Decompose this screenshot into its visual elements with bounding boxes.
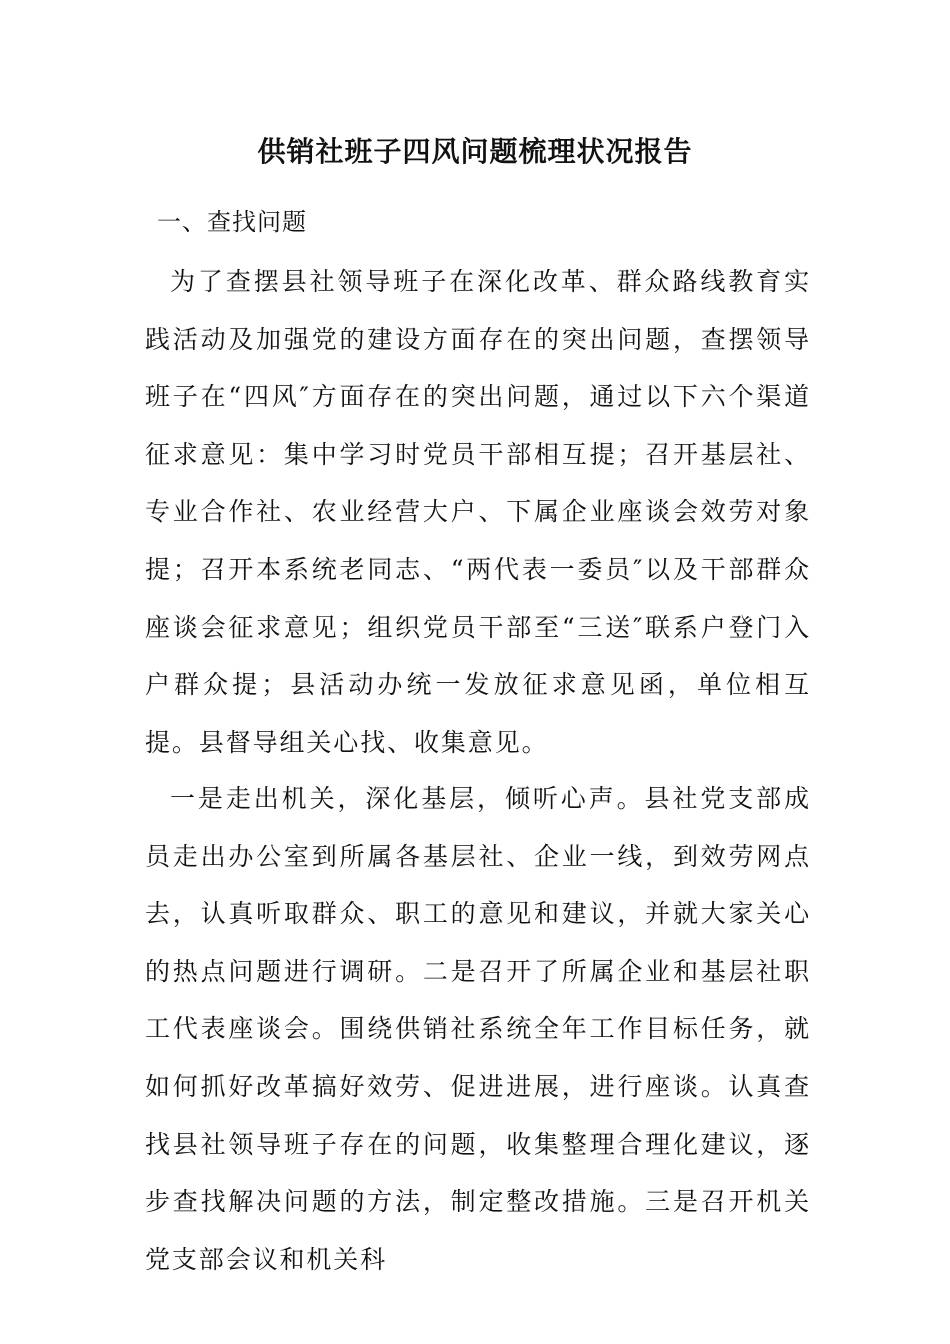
section-heading: 一、查找问题	[157, 208, 307, 236]
body-paragraph-1: 为了查摆县社领导班子在深化改革、群众路线教育实践活动及加强党的建设方面存在的突出问题，查摆领导班子在“四风″方面存在的突出问题，通过以下六个渠道征求意见：集中学习时党员干部相互提；召开基层社、专业合作社、农业经营大户、下属企业座谈会效劳对象提；召开本系统老同志、“两代表一委员″以及干部群众座谈会征求意见；组织党员干部至“三送″联系户登门入户群众提；县活动办统一发放征求意见函，单位相互提。县督导组关心找、收集意见。	[145, 267, 811, 757]
body-paragraph-2: 一是走出机关，深化基层，倾听心声。县社党支部成员走出办公室到所属各基层社、企业一线，到效劳网点去，认真听取群众、职工的意见和建议，并就大家关心的热点问题进行调研。二是召开了所属企业和基层社职工代表座谈会。围绕供销社系统全年工作目标任务，就如何抓好改革搞好效劳、促进进展，进行座谈。认真查找县社领导班子存在的问题，收集整理合理化建议，逐步查找解决问题的方法，制定整改措施。三是召开机关党支部会议和机关科	[145, 784, 811, 1274]
document-title: 供销社班子四风问题梳理状况报告	[257, 135, 693, 168]
